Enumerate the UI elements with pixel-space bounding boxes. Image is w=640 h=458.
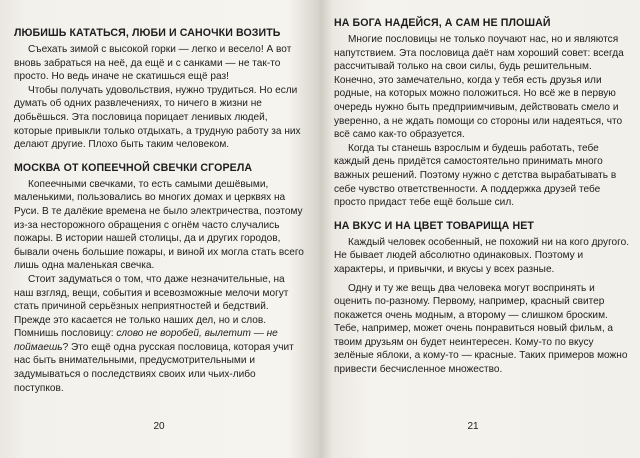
proverb-quote: слово не воробей, вылетит — не поймаешь <box>14 328 278 353</box>
section-heading-taste: НА ВКУС И НА ЦВЕТ ТОВАРИЩА НЕТ <box>334 219 534 232</box>
paragraph: Каждый человек особенный, не похожий ни на кого другого. Не бывает людей абсолютно одинаковых. Поэтому и характеры, и привычки, и вкусы у всех разные. <box>334 236 630 275</box>
section-heading-moscow: МОСКВА ОТ КОПЕЕЧНОЙ СВЕЧКИ СГОРЕЛА <box>14 161 253 174</box>
paragraph: Когда ты станешь взрослым и будешь работать, тебе каждый день придётся самостоятельно принимать много важных решений. Поэтому нужно с детства вырабатывать в себе чувство ответственности. А поддержка друзей тебе просто придаст тебе ещё больше сил. <box>334 142 617 209</box>
paragraph <box>14 273 304 395</box>
paragraph-text: Стоит задуматься о том, что даже незначительные, на наш взгляд, вещи, события и всевозможные мелочи могут стать причиной серьёзных неприятностей и бедствий. Прежде это касается не только наших дел, но и слов. Помнишь пословицу: <box>14 273 289 340</box>
left-page <box>0 0 318 458</box>
paragraph: Копеечными свечками, то есть самыми дешёвыми, маленькими, пользовались во многих домах и церквях на Руси. В те далёкие времена не было электричества, поэтому из-за несторожного обращения с огнём часто случались пожары. В истории нашей столицы, да и других городов, бывали очень большие пожары, и виной их могла стать всего лишь одна маленькая свечка. <box>14 178 304 272</box>
paragraph: Чтобы получать удовольствия, нужно трудиться. Но если думать об одних развлечениях, то ничего в жизни не добьёшься. Эта пословица порицает ленивых людей, которые привыкли только отдыхать, а трудную работу за них делают другие. Плохо быть таким человеком. <box>14 84 301 151</box>
paragraph: Одну и ту же вещь два человека могут воспринять и оценить по-разному. Первому, например, красный свитер покажется очень модным, а второму — слишком броским. Тебе, например, может очень понравиться новый фильм, а твоим друзьям он будет неинтересен. Кому-то по вкусу зелёные яблоки, а кому-то — красные. Таких примеров можно привести бесчисленное множество. <box>334 282 628 376</box>
paragraph-text: ? Это ещё одна русская пословица, которая учит нас быть внимательными, предусмотрительными и задумываться о последствиях своих или чьих-либо поступков. <box>14 341 294 394</box>
page-number: 20 <box>153 421 165 432</box>
paragraph: Съехать зимой с высокой горки — легко и весело! А вот вновь забраться на неё, да ещё и с санками — не так-то просто. Но ведь иначе не скатишься ещё раз! <box>14 44 292 83</box>
section-heading-god: НА БОГА НАДЕЙСЯ, А САМ НЕ ПЛОШАЙ <box>334 17 551 29</box>
right-page <box>322 0 640 458</box>
section-heading-sled: ЛЮБИШЬ КАТАТЬСЯ, ЛЮБИ И САНОЧКИ ВОЗИТЬ <box>14 27 281 39</box>
page-number: 21 <box>467 421 479 432</box>
paragraph: Многие пословицы не только поучают нас, но и являются напутствием. Эта пословица даёт нам хороший совет: всегда рассчитывай только на свои силы, будь решительным. Конечно, это замечательно, когда у тебя есть друзья или родные, на которых можно положиться. Но всё же в первую очередь нужно быть предприимчивым, действовать смело и уверенно, а не ждать помощи со стороны или надеяться, что всё само как-то образуется. <box>334 34 624 141</box>
